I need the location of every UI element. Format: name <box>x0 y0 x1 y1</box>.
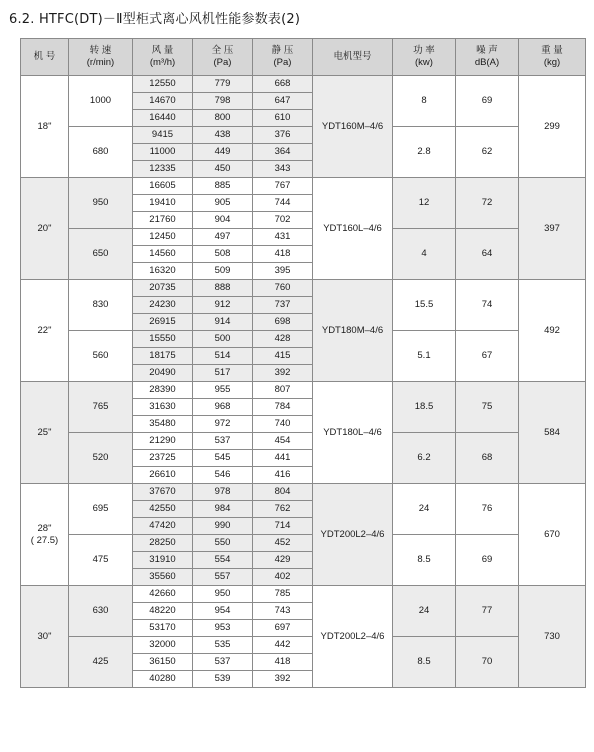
header-static-pressure-unit: (Pa) <box>273 57 292 68</box>
motor-cell: YDT180L–4/6 <box>313 382 393 484</box>
power-cell: 5.1 <box>393 331 456 382</box>
noise-cell: 76 <box>456 484 519 535</box>
motor-cell: YDT200L2–4/6 <box>313 586 393 688</box>
static-pressure-cell: 743 <box>253 603 313 620</box>
table-row <box>21 76 586 93</box>
total-pressure-cell: 545 <box>193 450 253 467</box>
static-pressure-cell: 767 <box>253 178 313 195</box>
model-cell <box>21 382 69 484</box>
static-pressure-cell: 785 <box>253 586 313 603</box>
airflow-cell: 15550 <box>133 331 193 348</box>
header-static-pressure <box>253 39 313 76</box>
total-pressure-cell: 438 <box>193 127 253 144</box>
static-pressure-cell: 392 <box>253 365 313 382</box>
table-body <box>21 76 586 688</box>
power-cell: 6.2 <box>393 433 456 484</box>
power-cell: 2.8 <box>393 127 456 178</box>
motor-cell: YDT180M–4/6 <box>313 280 393 382</box>
airflow-cell: 31630 <box>133 399 193 416</box>
static-pressure-cell: 668 <box>253 76 313 93</box>
total-pressure-cell: 539 <box>193 671 253 688</box>
weight-cell: 299 <box>519 76 586 178</box>
static-pressure-cell: 416 <box>253 467 313 484</box>
power-cell: 24 <box>393 484 456 535</box>
static-pressure-cell: 402 <box>253 569 313 586</box>
airflow-cell: 35560 <box>133 569 193 586</box>
motor-cell: YDT200L2–4/6 <box>313 484 393 586</box>
airflow-cell: 35480 <box>133 416 193 433</box>
header-noise <box>456 39 519 76</box>
total-pressure-cell: 509 <box>193 263 253 280</box>
static-pressure-cell: 784 <box>253 399 313 416</box>
header-weight <box>519 39 586 76</box>
header-speed-unit: (r/min) <box>86 57 115 68</box>
airflow-cell: 36150 <box>133 654 193 671</box>
speed-cell: 1000 <box>69 76 133 127</box>
header-motor <box>313 39 393 76</box>
header-weight-label: 重 量 <box>541 45 563 56</box>
table-row <box>21 586 586 603</box>
static-pressure-cell: 441 <box>253 450 313 467</box>
noise-cell: 77 <box>456 586 519 637</box>
total-pressure-cell: 885 <box>193 178 253 195</box>
noise-cell: 62 <box>456 127 519 178</box>
airflow-cell: 9415 <box>133 127 193 144</box>
noise-cell: 64 <box>456 229 519 280</box>
static-pressure-cell: 442 <box>253 637 313 654</box>
total-pressure-cell: 537 <box>193 433 253 450</box>
airflow-cell: 12550 <box>133 76 193 93</box>
static-pressure-cell: 702 <box>253 212 313 229</box>
total-pressure-cell: 798 <box>193 93 253 110</box>
airflow-cell: 16320 <box>133 263 193 280</box>
model-cell <box>21 76 69 178</box>
static-pressure-cell: 418 <box>253 654 313 671</box>
motor-cell: YDT160L–4/6 <box>313 178 393 280</box>
model-cell <box>21 178 69 280</box>
header-motor-label: 电机型号 <box>333 51 372 62</box>
speed-cell: 475 <box>69 535 133 586</box>
static-pressure-cell: 429 <box>253 552 313 569</box>
total-pressure-cell: 968 <box>193 399 253 416</box>
table-row <box>21 127 586 144</box>
table-row <box>21 637 586 654</box>
speed-cell: 680 <box>69 127 133 178</box>
model-cell <box>21 586 69 688</box>
airflow-cell: 24230 <box>133 297 193 314</box>
static-pressure-cell: 428 <box>253 331 313 348</box>
power-cell: 4 <box>393 229 456 280</box>
total-pressure-cell: 497 <box>193 229 253 246</box>
total-pressure-cell: 537 <box>193 654 253 671</box>
table-row <box>21 382 586 399</box>
airflow-cell: 26610 <box>133 467 193 484</box>
header-noise-label: 噪 声 <box>476 45 498 56</box>
total-pressure-cell: 950 <box>193 586 253 603</box>
airflow-cell: 20490 <box>133 365 193 382</box>
total-pressure-cell: 914 <box>193 314 253 331</box>
weight-cell: 730 <box>519 586 586 688</box>
static-pressure-cell: 698 <box>253 314 313 331</box>
static-pressure-cell: 697 <box>253 620 313 637</box>
total-pressure-cell: 557 <box>193 569 253 586</box>
total-pressure-cell: 500 <box>193 331 253 348</box>
static-pressure-cell: 376 <box>253 127 313 144</box>
speed-cell: 560 <box>69 331 133 382</box>
total-pressure-cell: 990 <box>193 518 253 535</box>
total-pressure-cell: 779 <box>193 76 253 93</box>
total-pressure-cell: 800 <box>193 110 253 127</box>
table-row <box>21 484 586 501</box>
table-row <box>21 178 586 195</box>
power-cell: 12 <box>393 178 456 229</box>
total-pressure-cell: 546 <box>193 467 253 484</box>
total-pressure-cell: 450 <box>193 161 253 178</box>
speed-cell: 520 <box>69 433 133 484</box>
airflow-cell: 16605 <box>133 178 193 195</box>
airflow-cell: 42550 <box>133 501 193 518</box>
total-pressure-cell: 554 <box>193 552 253 569</box>
noise-cell: 75 <box>456 382 519 433</box>
model-number: 22" <box>37 324 52 336</box>
airflow-cell: 11000 <box>133 144 193 161</box>
total-pressure-cell: 954 <box>193 603 253 620</box>
static-pressure-cell: 714 <box>253 518 313 535</box>
airflow-cell: 18175 <box>133 348 193 365</box>
model-number: 20" <box>37 222 52 234</box>
airflow-cell: 21290 <box>133 433 193 450</box>
static-pressure-cell: 610 <box>253 110 313 127</box>
power-cell: 15.5 <box>393 280 456 331</box>
airflow-cell: 28390 <box>133 382 193 399</box>
total-pressure-cell: 972 <box>193 416 253 433</box>
airflow-cell: 16440 <box>133 110 193 127</box>
header-airflow <box>133 39 193 76</box>
header-model <box>21 39 69 76</box>
speed-cell: 830 <box>69 280 133 331</box>
power-cell: 8 <box>393 76 456 127</box>
airflow-cell: 53170 <box>133 620 193 637</box>
page-title: 6.2. HTFC(DT)－Ⅱ型柜式离心风机性能参数表(2) <box>9 12 301 27</box>
airflow-cell: 14560 <box>133 246 193 263</box>
airflow-cell: 42660 <box>133 586 193 603</box>
table-row <box>21 331 586 348</box>
total-pressure-cell: 508 <box>193 246 253 263</box>
header-speed <box>69 39 133 76</box>
static-pressure-cell: 364 <box>253 144 313 161</box>
static-pressure-cell: 343 <box>253 161 313 178</box>
noise-cell: 69 <box>456 76 519 127</box>
airflow-cell: 28250 <box>133 535 193 552</box>
airflow-cell: 48220 <box>133 603 193 620</box>
static-pressure-cell: 744 <box>253 195 313 212</box>
table-row <box>21 280 586 297</box>
total-pressure-cell: 904 <box>193 212 253 229</box>
power-cell: 18.5 <box>393 382 456 433</box>
noise-cell: 72 <box>456 178 519 229</box>
noise-cell: 69 <box>456 535 519 586</box>
motor-cell: YDT160M–4/6 <box>313 76 393 178</box>
static-pressure-cell: 760 <box>253 280 313 297</box>
noise-cell: 74 <box>456 280 519 331</box>
speed-cell: 650 <box>69 229 133 280</box>
header-power <box>393 39 456 76</box>
airflow-cell: 32000 <box>133 637 193 654</box>
airflow-cell: 23725 <box>133 450 193 467</box>
speed-cell: 695 <box>69 484 133 535</box>
header-model-label: 机 号 <box>33 51 56 62</box>
airflow-cell: 12335 <box>133 161 193 178</box>
power-cell: 8.5 <box>393 637 456 688</box>
total-pressure-cell: 978 <box>193 484 253 501</box>
total-pressure-cell: 449 <box>193 144 253 161</box>
total-pressure-cell: 550 <box>193 535 253 552</box>
static-pressure-cell: 807 <box>253 382 313 399</box>
model-cell <box>21 280 69 382</box>
weight-cell: 492 <box>519 280 586 382</box>
header-total-pressure-unit: (Pa) <box>213 57 232 68</box>
static-pressure-cell: 454 <box>253 433 313 450</box>
total-pressure-cell: 912 <box>193 297 253 314</box>
header-airflow-unit: (m³/h) <box>149 57 176 68</box>
total-pressure-cell: 535 <box>193 637 253 654</box>
weight-cell: 584 <box>519 382 586 484</box>
table-header <box>21 39 586 76</box>
total-pressure-cell: 905 <box>193 195 253 212</box>
header-speed-label: 转 速 <box>89 45 112 56</box>
total-pressure-cell: 888 <box>193 280 253 297</box>
total-pressure-cell: 955 <box>193 382 253 399</box>
static-pressure-cell: 418 <box>253 246 313 263</box>
header-power-unit: (kw) <box>415 57 433 68</box>
static-pressure-cell: 647 <box>253 93 313 110</box>
static-pressure-cell: 431 <box>253 229 313 246</box>
total-pressure-cell: 517 <box>193 365 253 382</box>
header-airflow-label: 风 量 <box>151 45 174 56</box>
noise-cell: 70 <box>456 637 519 688</box>
model-number: 28" <box>37 522 52 534</box>
table-row <box>21 229 586 246</box>
airflow-cell: 40280 <box>133 671 193 688</box>
static-pressure-cell: 392 <box>253 671 313 688</box>
airflow-cell: 12450 <box>133 229 193 246</box>
airflow-cell: 14670 <box>133 93 193 110</box>
static-pressure-cell: 804 <box>253 484 313 501</box>
header-total-pressure <box>193 39 253 76</box>
airflow-cell: 47420 <box>133 518 193 535</box>
static-pressure-cell: 762 <box>253 501 313 518</box>
header-static-pressure-label: 静 压 <box>271 45 294 56</box>
model-number: 25" <box>37 426 52 438</box>
static-pressure-cell: 452 <box>253 535 313 552</box>
speed-cell: 425 <box>69 637 133 688</box>
noise-cell: 67 <box>456 331 519 382</box>
total-pressure-cell: 514 <box>193 348 253 365</box>
speed-cell: 765 <box>69 382 133 433</box>
airflow-cell: 31910 <box>133 552 193 569</box>
header-noise-unit: dB(A) <box>474 57 500 68</box>
table-row <box>21 433 586 450</box>
speed-cell: 630 <box>69 586 133 637</box>
static-pressure-cell: 740 <box>253 416 313 433</box>
header-weight-unit: (kg) <box>543 57 561 68</box>
airflow-cell: 37670 <box>133 484 193 501</box>
weight-cell: 670 <box>519 484 586 586</box>
weight-cell: 397 <box>519 178 586 280</box>
power-cell: 8.5 <box>393 535 456 586</box>
speed-cell: 950 <box>69 178 133 229</box>
power-cell: 24 <box>393 586 456 637</box>
total-pressure-cell: 953 <box>193 620 253 637</box>
model-cell <box>21 484 69 586</box>
airflow-cell: 26915 <box>133 314 193 331</box>
performance-table <box>20 38 586 688</box>
total-pressure-cell: 984 <box>193 501 253 518</box>
table-row <box>21 535 586 552</box>
airflow-cell: 21760 <box>133 212 193 229</box>
header-power-label: 功 率 <box>413 45 435 56</box>
noise-cell: 68 <box>456 433 519 484</box>
model-number: 18" <box>37 120 52 132</box>
airflow-cell: 19410 <box>133 195 193 212</box>
static-pressure-cell: 395 <box>253 263 313 280</box>
airflow-cell: 20735 <box>133 280 193 297</box>
model-sub-number: ( 27.5) <box>30 534 59 546</box>
static-pressure-cell: 737 <box>253 297 313 314</box>
model-number: 30" <box>37 630 52 642</box>
static-pressure-cell: 415 <box>253 348 313 365</box>
header-total-pressure-label: 全 压 <box>211 45 234 56</box>
